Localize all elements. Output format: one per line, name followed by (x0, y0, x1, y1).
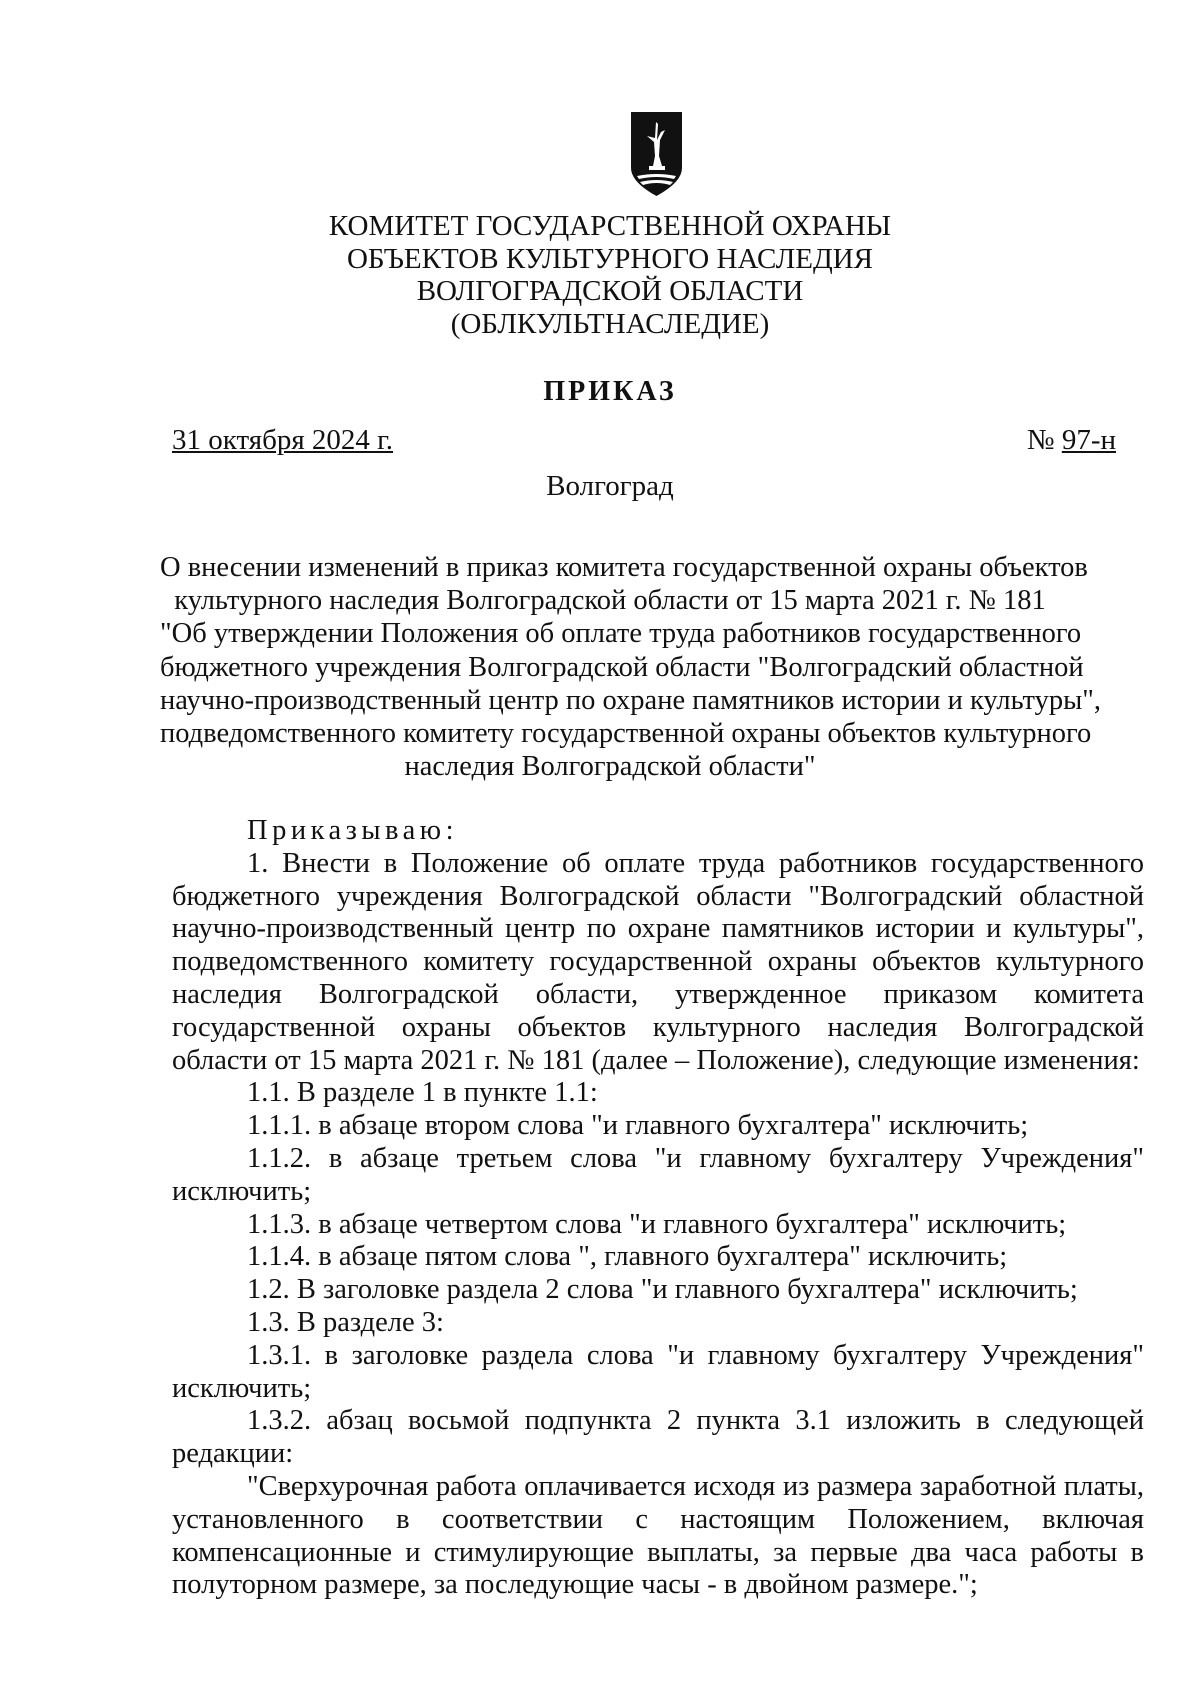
org-line: (ОБЛКУЛЬТНАСЛЕДИЕ) (450, 307, 770, 340)
order-word: Приказываю: (247, 815, 458, 846)
title-line: научно-производственный центр по охране памятников истории и культуры", (160, 684, 1102, 716)
paragraph: 1.3.1. в заголовке раздела слова "и главному бухгалтеру Учреждения" исключить; (172, 1339, 1144, 1404)
paragraph: 1.2. В заголовке раздела 2 слова "и главного бухгалтера" исключить; (247, 1274, 1078, 1306)
paragraph: 1. Внести в Положение об оплате труда работников государственного бюджетного учреждения Волгоградской области "Волгоградский областной научно-производственный центр по охране памятников истории и культуры", подведомственного комитету государственной охраны объектов культурного наследия Волгоградской области, утвержденное приказом комитета государственной охраны объектов культурного наследия Волгоградской области от 15 марта 2021 г. № 181 (далее – Положение), следующие изменения: (172, 847, 1144, 1076)
document-body (172, 815, 1144, 1602)
paragraph: 1.1. В разделе 1 в пункте 1.1: (247, 1077, 598, 1109)
paragraph: 1.3.2. абзац восьмой подпункта 2 пункта 3.1 изложить в следующей редакции: (172, 1405, 1144, 1470)
paragraph: 1.1.4. в абзаце пятом слова ", главного бухгалтера" исключить; (247, 1241, 1008, 1273)
volgograd-coat-of-arms-icon (629, 110, 684, 198)
paragraph: 1.1.1. в абзаце втором слова "и главного бухгалтера" исключить; (247, 1110, 1029, 1142)
document-number (1027, 424, 1116, 457)
title-line: культурного наследия Волгоградской области от 15 марта 2021 г. № 181 (174, 585, 1046, 617)
org-line: ВОЛГОГРАДСКОЙ ОБЛАСТИ (416, 275, 804, 307)
title-line: подведомственного комитету государственной охраны объектов культурного (160, 718, 1092, 750)
title-line: О внесении изменений в приказ комитета государственной охраны объектов (160, 552, 1088, 583)
number-prefix: № (1026, 424, 1055, 456)
title-line: бюджетного учреждения Волгоградской области "Волгоградский областной (160, 651, 1084, 683)
paragraph: "Сверхурочная работа оплачивается исходя из размера заработной платы, установленного в соответствии с настоящим Положением, включая компенсационные и стимулирующие выплаты, за первые два часа работы в полуторном размере, за последующие часы - в двойном размере."; (172, 1470, 1144, 1601)
document-title (160, 551, 1102, 783)
title-line: наследия Волгоградской области" (404, 751, 816, 783)
org-line: ОБЪЕКТОВ КУЛЬТУРНОГО НАСЛЕДИЯ (346, 242, 874, 275)
paragraph: 1.1.3. в абзаце четвертом слова "и главного бухгалтера" исключить; (247, 1208, 1067, 1240)
paragraph: 1.1.2. в абзаце третьем слова "и главному бухгалтеру Учреждения" исключить; (172, 1142, 1144, 1207)
number-value: 97-н (1061, 424, 1116, 456)
document-type: ПРИКАЗ (543, 376, 677, 407)
document-date: 31 октября 2024 г. (172, 424, 394, 456)
document-city: Волгоград (546, 470, 674, 502)
paragraph: 1.3. В разделе 3: (247, 1306, 444, 1338)
organization-name (250, 210, 970, 340)
title-line: "Об утверждении Положения об оплате труда работников государственного (160, 618, 1082, 650)
org-line: КОМИТЕТ ГОСУДАРСТВЕННОЙ ОХРАНЫ (328, 210, 892, 242)
